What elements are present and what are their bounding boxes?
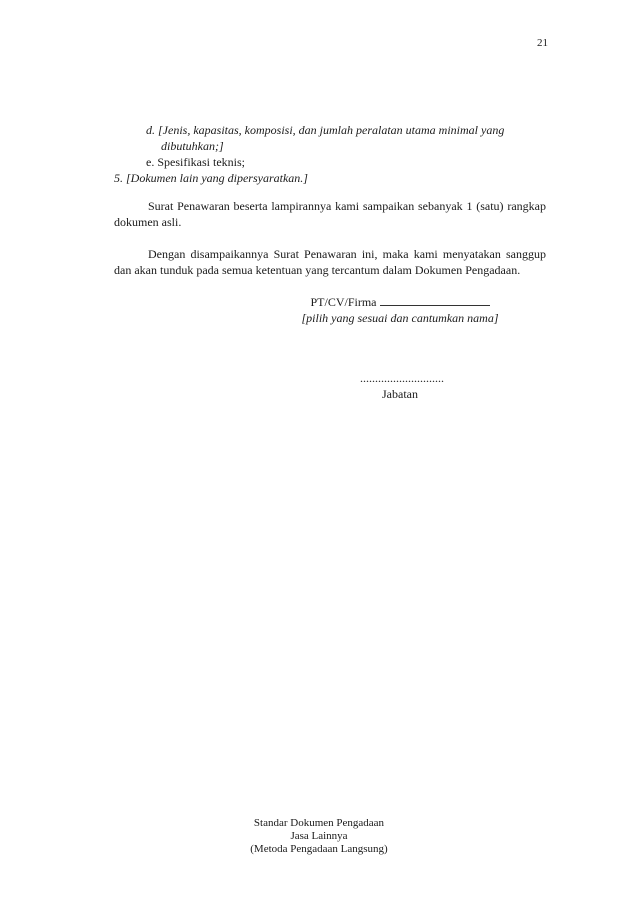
footer-line-2: Jasa Lainnya bbox=[290, 830, 348, 842]
position-label: Jabatan bbox=[382, 387, 418, 401]
list-item-e: e. Spesifikasi teknis; bbox=[146, 155, 245, 169]
list-item-d: d. [Jenis, kapasitas, komposisi, dan jumlah peralatan utama minimal yang dibutuhkan;] bbox=[146, 123, 505, 153]
firm-block bbox=[289, 294, 511, 326]
paragraph-attachments: Surat Penawaran beserta lampirannya kami sampaikan sebanyak 1 (satu) rangkap dokumen asli. bbox=[114, 199, 546, 229]
firm-line bbox=[289, 294, 511, 310]
document-body bbox=[114, 122, 546, 402]
firm-name-blank bbox=[380, 294, 490, 306]
page-number: 21 bbox=[537, 37, 548, 49]
page-footer bbox=[0, 817, 638, 856]
signature-dots: ............................ bbox=[360, 371, 444, 385]
paragraph-statement: Dengan disampaikannya Surat Penawaran ini, maka kami menyatakan sanggup dan akan tunduk pada semua ketentuan yang tercantum dalam Dokumen Pengadaan. bbox=[114, 247, 546, 277]
firm-label: PT/CV/Firma bbox=[310, 295, 377, 309]
footer-line-1: Standar Dokumen Pengadaan bbox=[253, 817, 385, 829]
list-item-5: 5. [Dokumen lain yang dipersyaratkan.] bbox=[114, 171, 308, 185]
footer-line-3: (Metoda Pengadaan Langsung) bbox=[250, 843, 388, 855]
signature-block bbox=[360, 370, 444, 402]
firm-hint: [pilih yang sesuai dan cantumkan nama] bbox=[301, 311, 499, 325]
